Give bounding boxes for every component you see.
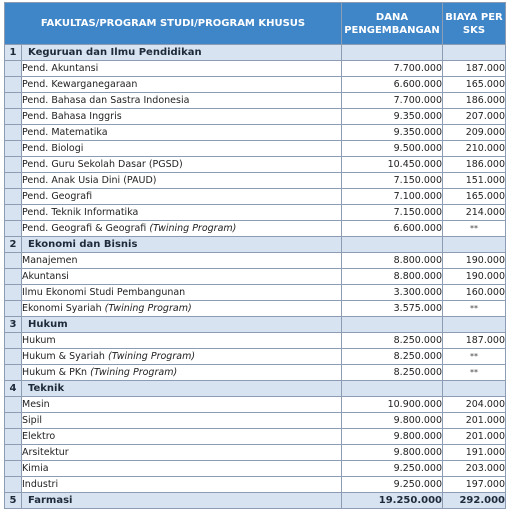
program-name-text: Ilmu Ekonomi Studi Pembangunan (22, 287, 186, 298)
program-name-text: Pend. Geografi & Geografi (22, 223, 150, 234)
program-name (22, 189, 342, 205)
program-dana: 10.900.000 (342, 397, 443, 413)
program-name-text: Hukum & Syariah (22, 351, 108, 362)
program-sks: 207.000 (443, 109, 506, 125)
program-name (22, 477, 342, 493)
program-sks: 201.000 (443, 413, 506, 429)
program-name (22, 77, 342, 93)
row-number-blank (5, 285, 22, 301)
row-number-blank (5, 269, 22, 285)
table-body (5, 45, 506, 509)
program-dana: 10.450.000 (342, 157, 443, 173)
program-sks: 210.000 (443, 141, 506, 157)
faculty-sks (443, 45, 506, 61)
program-dana: 9.800.000 (342, 445, 443, 461)
program-sks: 204.000 (443, 397, 506, 413)
row-number-blank (5, 365, 22, 381)
program-name-text: Pend. Matematika (22, 127, 108, 138)
faculty-number: 3 (5, 317, 22, 333)
program-sks: 214.000 (443, 205, 506, 221)
program-sks: 160.000 (443, 285, 506, 301)
program-dana: 7.150.000 (342, 205, 443, 221)
row-number-blank (5, 125, 22, 141)
row-number-blank (5, 301, 22, 317)
faculty-row (5, 45, 506, 61)
program-sks: 186.000 (443, 157, 506, 173)
program-name (22, 301, 342, 317)
program-name (22, 429, 342, 445)
program-dana: 9.350.000 (342, 109, 443, 125)
program-name (22, 93, 342, 109)
program-name (22, 61, 342, 77)
program-name-text: Pend. Kewarganegaraan (22, 79, 138, 90)
program-sks: 203.000 (443, 461, 506, 477)
faculty-row (5, 237, 506, 253)
row-number-blank (5, 349, 22, 365)
program-name-text: Hukum & PKn (22, 367, 91, 378)
program-dana: 6.600.000 (342, 77, 443, 93)
program-name (22, 445, 342, 461)
program-name-text: Pend. Anak Usia Dini (PAUD) (22, 175, 157, 186)
program-row (5, 461, 506, 477)
row-number-blank (5, 61, 22, 77)
program-name-text: Pend. Bahasa Inggris (22, 111, 122, 122)
faculty-dana (342, 381, 443, 397)
program-name (22, 269, 342, 285)
program-sks: 190.000 (443, 269, 506, 285)
program-note: (Twining Program) (104, 303, 192, 314)
row-number-blank (5, 429, 22, 445)
program-name (22, 349, 342, 365)
faculty-name: Keguruan dan Ilmu Pendidikan (22, 45, 342, 61)
program-dana: 3.575.000 (342, 301, 443, 317)
program-note: (Twining Program) (149, 223, 237, 234)
faculty-sks (443, 317, 506, 333)
program-name-text: Elektro (22, 431, 56, 442)
faculty-name: Farmasi (22, 493, 342, 509)
program-row (5, 189, 506, 205)
program-name-text: Pend. Teknik Informatika (22, 207, 139, 218)
row-number-blank (5, 397, 22, 413)
program-row (5, 173, 506, 189)
program-dana: 9.800.000 (342, 429, 443, 445)
program-sks: 165.000 (443, 77, 506, 93)
faculty-sks: 292.000 (443, 493, 506, 509)
program-name (22, 285, 342, 301)
header-biaya: BIAYA PER SKS (443, 3, 506, 45)
faculty-number: 4 (5, 381, 22, 397)
program-dana: 8.800.000 (342, 269, 443, 285)
fee-table (4, 2, 506, 509)
table-header-row (5, 3, 506, 45)
program-dana: 3.300.000 (342, 285, 443, 301)
program-dana: 7.700.000 (342, 93, 443, 109)
program-name-text: Pend. Geografi (22, 191, 93, 202)
program-name (22, 461, 342, 477)
program-sks: 197.000 (443, 477, 506, 493)
row-number-blank (5, 157, 22, 173)
program-row (5, 349, 506, 365)
program-row (5, 141, 506, 157)
faculty-sks (443, 381, 506, 397)
program-sks: 151.000 (443, 173, 506, 189)
program-name-text: Mesin (22, 399, 50, 410)
program-name-text: Pend. Guru Sekolah Dasar (PGSD) (22, 159, 183, 170)
faculty-dana (342, 237, 443, 253)
program-row (5, 125, 506, 141)
row-number-blank (5, 413, 22, 429)
row-number-blank (5, 189, 22, 205)
program-sks: 191.000 (443, 445, 506, 461)
header-program: FAKULTAS/PROGRAM STUDI/PROGRAM KHUSUS (5, 3, 342, 45)
program-row (5, 61, 506, 77)
program-name-text: Akuntansi (22, 271, 69, 282)
faculty-row (5, 493, 506, 509)
program-row (5, 109, 506, 125)
program-row (5, 221, 506, 237)
row-number-blank (5, 461, 22, 477)
program-dana: 8.250.000 (342, 333, 443, 349)
program-name-text: Kimia (22, 463, 49, 474)
program-name (22, 109, 342, 125)
program-sks: 190.000 (443, 253, 506, 269)
program-dana: 9.800.000 (342, 413, 443, 429)
faculty-row (5, 381, 506, 397)
row-number-blank (5, 477, 22, 493)
program-name-text: Sipil (22, 415, 42, 426)
program-dana: 6.600.000 (342, 221, 443, 237)
program-dana: 8.250.000 (342, 349, 443, 365)
program-dana: 8.250.000 (342, 365, 443, 381)
program-row (5, 333, 506, 349)
row-number-blank (5, 141, 22, 157)
row-number-blank (5, 205, 22, 221)
row-number-blank (5, 109, 22, 125)
program-dana: 8.800.000 (342, 253, 443, 269)
program-name-text: Arsitektur (22, 447, 69, 458)
program-name (22, 141, 342, 157)
program-row (5, 445, 506, 461)
program-sks: 201.000 (443, 429, 506, 445)
program-name-text: Pend. Bahasa dan Sastra Indonesia (22, 95, 190, 106)
faculty-dana (342, 317, 443, 333)
program-name-text: Ekonomi Syariah (22, 303, 105, 314)
program-row (5, 365, 506, 381)
program-dana: 7.700.000 (342, 61, 443, 77)
program-sks: ** (443, 221, 506, 237)
faculty-name: Ekonomi dan Bisnis (22, 237, 342, 253)
program-sks: ** (443, 349, 506, 365)
program-name (22, 413, 342, 429)
program-row (5, 205, 506, 221)
program-name (22, 253, 342, 269)
program-name-text: Pend. Biologi (22, 143, 84, 154)
faculty-number: 2 (5, 237, 22, 253)
program-name-text: Industri (22, 479, 59, 490)
program-row (5, 157, 506, 173)
program-dana: 7.100.000 (342, 189, 443, 205)
program-row (5, 77, 506, 93)
program-dana: 7.150.000 (342, 173, 443, 189)
program-sks: 209.000 (443, 125, 506, 141)
program-name (22, 157, 342, 173)
row-number-blank (5, 221, 22, 237)
row-number-blank (5, 333, 22, 349)
program-name-text: Manajemen (22, 255, 78, 266)
program-name (22, 125, 342, 141)
faculty-number: 1 (5, 45, 22, 61)
program-name-text: Pend. Akuntansi (22, 63, 99, 74)
row-number-blank (5, 173, 22, 189)
program-note: (Twining Program) (90, 367, 178, 378)
program-sks: ** (443, 365, 506, 381)
program-name (22, 397, 342, 413)
program-sks: 187.000 (443, 333, 506, 349)
program-row (5, 397, 506, 413)
program-sks: 186.000 (443, 93, 506, 109)
row-number-blank (5, 93, 22, 109)
row-number-blank (5, 77, 22, 93)
program-name (22, 221, 342, 237)
program-row (5, 93, 506, 109)
program-name (22, 333, 342, 349)
program-sks: 165.000 (443, 189, 506, 205)
row-number-blank (5, 253, 22, 269)
program-note: (Twining Program) (107, 351, 196, 362)
faculty-name: Teknik (22, 381, 342, 397)
program-dana: 9.250.000 (342, 477, 443, 493)
program-name (22, 365, 342, 381)
program-dana: 9.250.000 (342, 461, 443, 477)
program-row (5, 301, 506, 317)
header-dana: DANA PENGEMBANGAN (342, 3, 443, 45)
program-row (5, 285, 506, 301)
program-row (5, 413, 506, 429)
program-dana: 9.500.000 (342, 141, 443, 157)
faculty-name: Hukum (22, 317, 342, 333)
program-row (5, 253, 506, 269)
program-name (22, 173, 342, 189)
faculty-sks (443, 237, 506, 253)
program-sks: 187.000 (443, 61, 506, 77)
program-row (5, 429, 506, 445)
faculty-dana: 19.250.000 (342, 493, 443, 509)
program-sks: ** (443, 301, 506, 317)
program-dana: 9.350.000 (342, 125, 443, 141)
faculty-number: 5 (5, 493, 22, 509)
program-row (5, 269, 506, 285)
row-number-blank (5, 445, 22, 461)
faculty-dana (342, 45, 443, 61)
program-row (5, 477, 506, 493)
program-name (22, 205, 342, 221)
faculty-row (5, 317, 506, 333)
program-name-text: Hukum (22, 335, 56, 346)
